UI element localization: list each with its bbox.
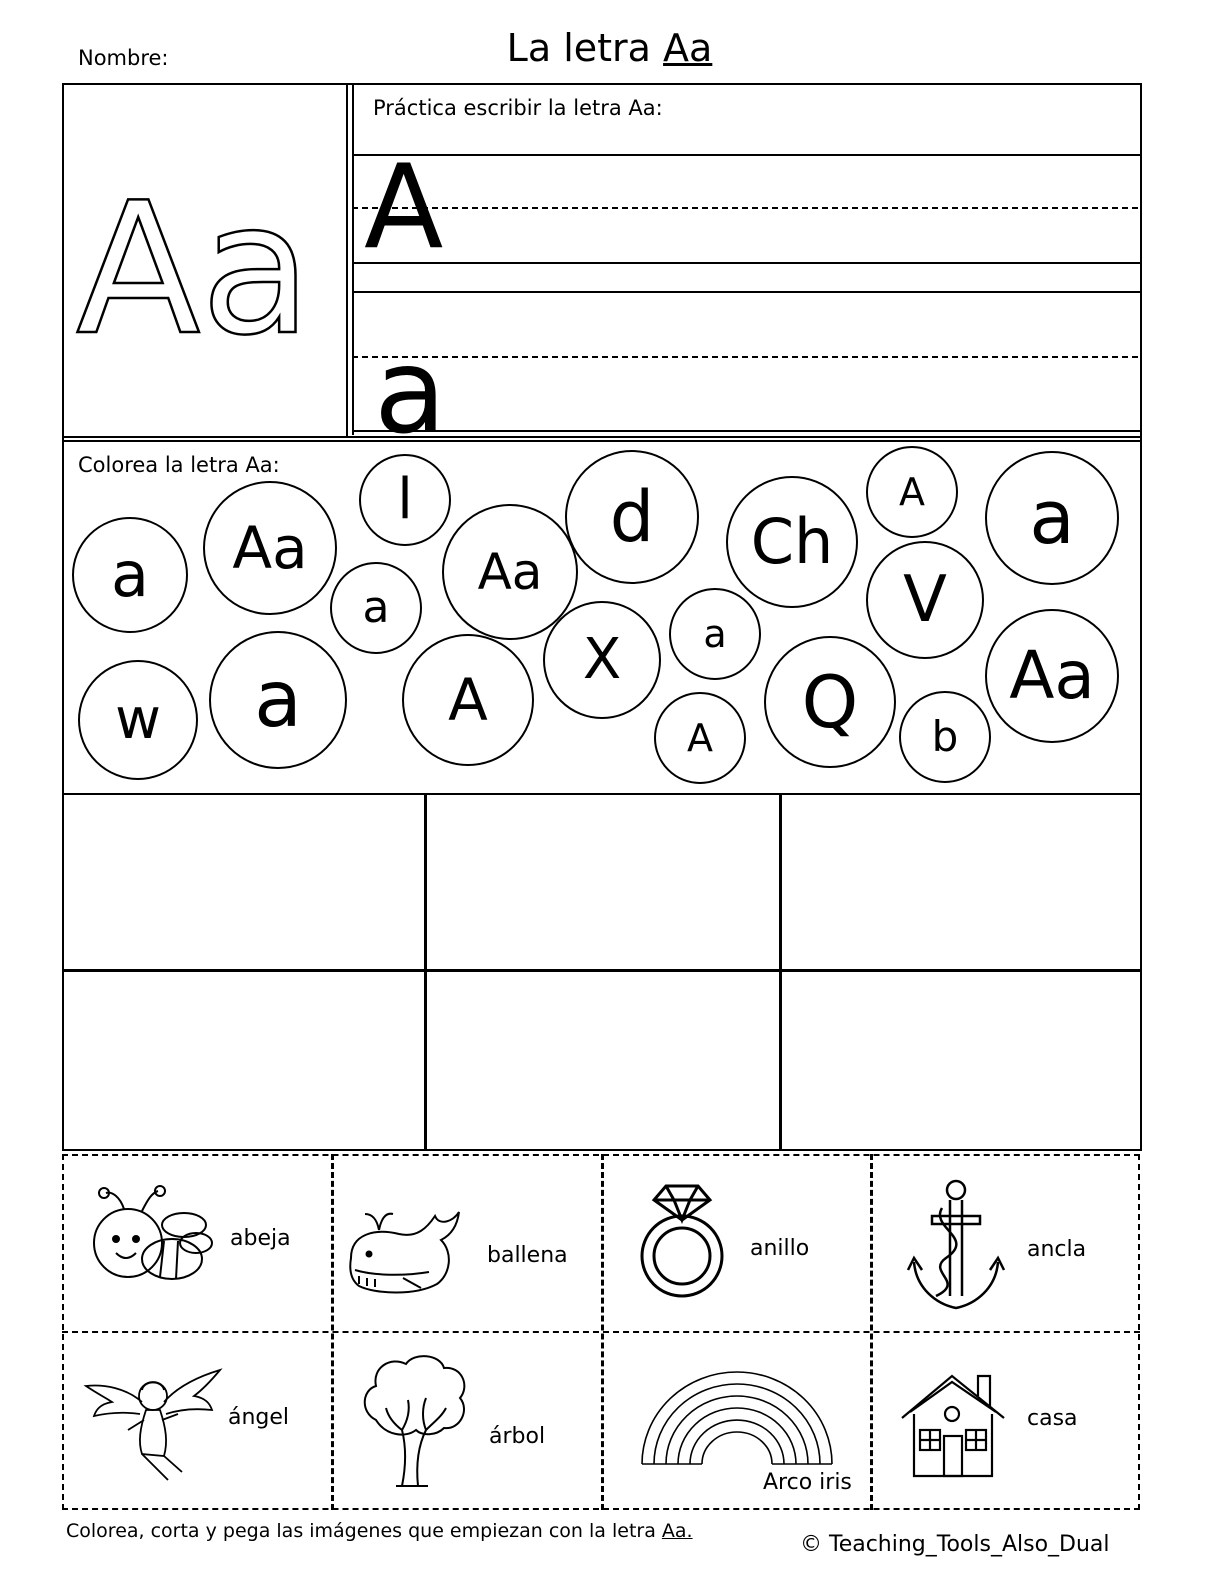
letter-bubble[interactable] xyxy=(402,634,534,766)
card-word: anillo xyxy=(750,1236,810,1261)
anchor-icon xyxy=(906,1178,1006,1318)
bubble-letter: V xyxy=(903,563,947,637)
paste-cell[interactable] xyxy=(427,795,779,969)
card-word: ancla xyxy=(1027,1237,1087,1262)
practice-label: Práctica escribir la letra Aa: xyxy=(373,96,663,120)
paste-cell[interactable] xyxy=(64,795,424,969)
letter-bubble[interactable] xyxy=(359,454,451,546)
letter-bubble[interactable] xyxy=(726,476,858,608)
bubble-letter: Ch xyxy=(750,505,834,578)
instructions-text: Colorea, corta y pega las imágenes que empiezan con la letra xyxy=(66,1520,662,1542)
bubble-letter: Q xyxy=(801,660,859,744)
bubble-letter: a xyxy=(111,538,149,611)
practice-lower-letter: a xyxy=(374,322,447,460)
angel-icon xyxy=(82,1362,224,1484)
bubble-letter: A xyxy=(899,470,925,514)
letter-bubble[interactable] xyxy=(209,631,347,769)
bubble-letter: Aa xyxy=(477,543,543,601)
letter-bubble[interactable] xyxy=(78,660,198,780)
rainbow-icon xyxy=(640,1368,834,1466)
paste-cell[interactable] xyxy=(782,795,1140,969)
card-word: Arco iris xyxy=(763,1470,852,1495)
name-label: Nombre: xyxy=(78,46,169,70)
bubble-letter: A xyxy=(448,666,488,734)
bubble-letter: Aa xyxy=(232,514,308,582)
bubble-letter: Aa xyxy=(1009,637,1095,714)
letter-bubble[interactable] xyxy=(899,691,991,783)
letter-bubble[interactable] xyxy=(866,446,958,538)
page-title xyxy=(0,26,1208,70)
bubble-letter: A xyxy=(687,716,713,760)
bubble-letter: a xyxy=(362,582,390,633)
letter-bubble[interactable] xyxy=(669,588,761,680)
letter-bubble[interactable] xyxy=(866,541,984,659)
card-word: árbol xyxy=(489,1424,546,1449)
copyright: © Teaching_Tools_Also_Dual xyxy=(800,1532,1110,1557)
card-word: ángel xyxy=(228,1405,290,1430)
bubble-letter: d xyxy=(609,476,655,558)
instructions-letters: Aa. xyxy=(661,1520,693,1542)
title-letters: Aa xyxy=(663,26,713,70)
ring-icon xyxy=(632,1180,732,1300)
letter-bubble[interactable] xyxy=(330,562,422,654)
letter-bubble[interactable] xyxy=(764,636,896,768)
bubble-letter: a xyxy=(254,655,302,745)
card-word: ballena xyxy=(487,1243,568,1268)
letter-bubble[interactable] xyxy=(654,692,746,784)
bubble-letter: X xyxy=(582,627,622,692)
tree-icon xyxy=(356,1350,472,1490)
bubble-letter: w xyxy=(115,687,161,752)
card-word: casa xyxy=(1027,1406,1078,1431)
letter-bubble[interactable] xyxy=(543,601,661,719)
bubble-letter: l xyxy=(397,467,413,532)
bubble-letter: a xyxy=(1029,475,1075,561)
color-label: Colorea la letra Aa: xyxy=(78,453,280,477)
whale-icon xyxy=(345,1200,467,1300)
letter-bubble[interactable] xyxy=(203,481,337,615)
bubble-letter: a xyxy=(703,612,727,656)
letter-bubble[interactable] xyxy=(985,451,1119,585)
letter-bubble[interactable] xyxy=(565,450,699,584)
letter-bubble[interactable] xyxy=(72,517,188,633)
paste-cell[interactable] xyxy=(427,972,779,1149)
practice-upper-letter: A xyxy=(364,140,444,275)
paste-cell[interactable] xyxy=(782,972,1140,1149)
bee-icon xyxy=(86,1185,216,1295)
paste-cell[interactable] xyxy=(64,972,424,1149)
outline-letters-graphic xyxy=(70,170,350,350)
card-word: abeja xyxy=(230,1226,291,1251)
letter-bubble[interactable] xyxy=(985,609,1119,743)
outline-letters: Aa xyxy=(76,170,313,350)
house-icon xyxy=(898,1370,1008,1480)
bubble-letter: b xyxy=(931,712,959,761)
title-prefix: La letra xyxy=(506,26,664,70)
instructions xyxy=(66,1520,693,1542)
